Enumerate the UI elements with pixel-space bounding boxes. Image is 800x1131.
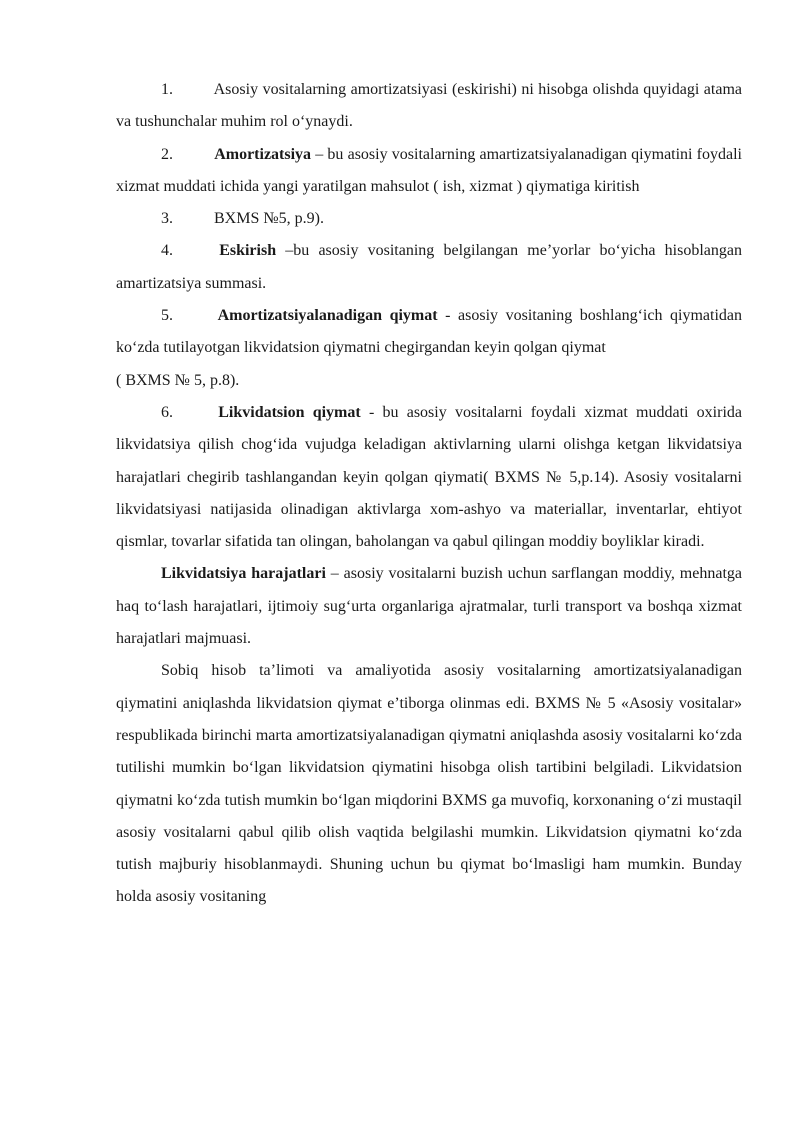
item-number: 6. [161,403,173,421]
list-item-1 [116,74,742,139]
paragraph-sobiq: Sobiq hisob ta’limoti va amaliyotida asosiy vositalarning amortizatsiyalanadigan qiymatini aniqlashda likvidatsion qiymat e’tiborga olinmas edi. BXMS № 5 «Asosiy vositalar» respublikada birinchi marta amortizatsiyalanadigan qiymatni aniqlashda asosiy vositalarni ko‘zda tutilishi mumkin bo‘lgan likvidatsion qiymatini hisobga olish tartibini belgiladi. Likvidatsion qiymatni ko‘zda tutish mumkin bo‘lgan miqdorini BXMS ga muvofiq, korxonaning o‘zi mustaqil asosiy vositalarni qabul qilib olish vaqtida belgilashi mumkin. Likvidatsion qiymatni ko‘zda tutish majburiy hisoblanmaydi. Shuning uchun bu qiymat bo‘lmasligi ham mumkin. Bunday holda asosiy vositaning [116,662,742,906]
list-item-2 [116,139,742,204]
item-number: 5. [161,307,173,325]
item-text: Likvidatsion qiymat - bu asosiy vositalarni foydali xizmat muddati oxirida likvidatsiya qilish chog‘ida vujudga keladigan aktivlarning ularni olishga ketgan likvidatsiya harajatlari chegirib tashlangandan keyin qolgan qiymati( BXMS № 5,p.14). Asosiy vositalarni likvidatsiyasi natijasida olinadigan aktivlarga xom-ashyo va materiallar, inventarlar, ehtiyot qismlar, tovarlar sifatida tan olingan, baholangan va qabul qilingan moddiy boyliklar kiradi. [116,403,743,551]
document-body [116,74,742,914]
item-text: Amortizatsiya – bu asosiy vositalarning amartizatsiyalanadigan qiymatini foydali xizmat muddati ichida yangi yaratilgan mahsulot ( ish, xizmat ) qiymatiga kiritish [116,145,743,195]
list-item-3 [116,203,742,235]
list-item-5 [116,300,742,365]
term-amortizatsiya: Amortizatsiya [214,145,312,163]
paragraph-likvidatsiya-harajatlari: Likvidatsiya harajatlari – asosiy vositalarni buzish uchun sarflangan moddiy, mehnatga haq to‘lash harajatlari, ijtimoiy sug‘urta organlariga ajratmalar, turli transport va boshqa xizmat harajatlari majmuasi. [116,565,742,648]
item-text: Asosiy vositalarning amortizatsiyasi (eskirishi) ni hisobga olishda quyidagi atama va tushunchalar muhim rol o‘ynaydi. [116,81,742,131]
item-number: 4. [161,242,173,260]
item-number: 2. [161,145,173,163]
term-eskirish: Eskirish [219,242,277,260]
item-text: Eskirish –bu asosiy vositaning belgilangan me’yorlar bo‘yicha hisoblangan amartizatsiya summasi. [116,242,743,292]
item-text: Amortizatsiyalanadigan qiymat - asosiy vositaning boshlang‘ich qiymatidan ko‘zda tutilayotgan likvidatsion qiymatni chegirgandan keyin qolgan qiymat [116,307,743,357]
item-number: 3. [161,210,173,228]
term-likvidatsion-qiymat: Likvidatsion qiymat [218,403,361,421]
list-item-4 [116,235,742,300]
term-amortizatsiyalanadigan-qiymat: Amortizatsiyalanadigan qiymat [217,307,438,325]
list-item-6 [116,397,742,558]
term-likvidatsiya-harajatlari: Likvidatsiya harajatlari [161,565,326,583]
item-number: 1. [161,81,173,98]
item-text: BXMS №5, p.9). [214,210,324,228]
reference-line: ( BXMS № 5, p.8). [116,371,240,389]
